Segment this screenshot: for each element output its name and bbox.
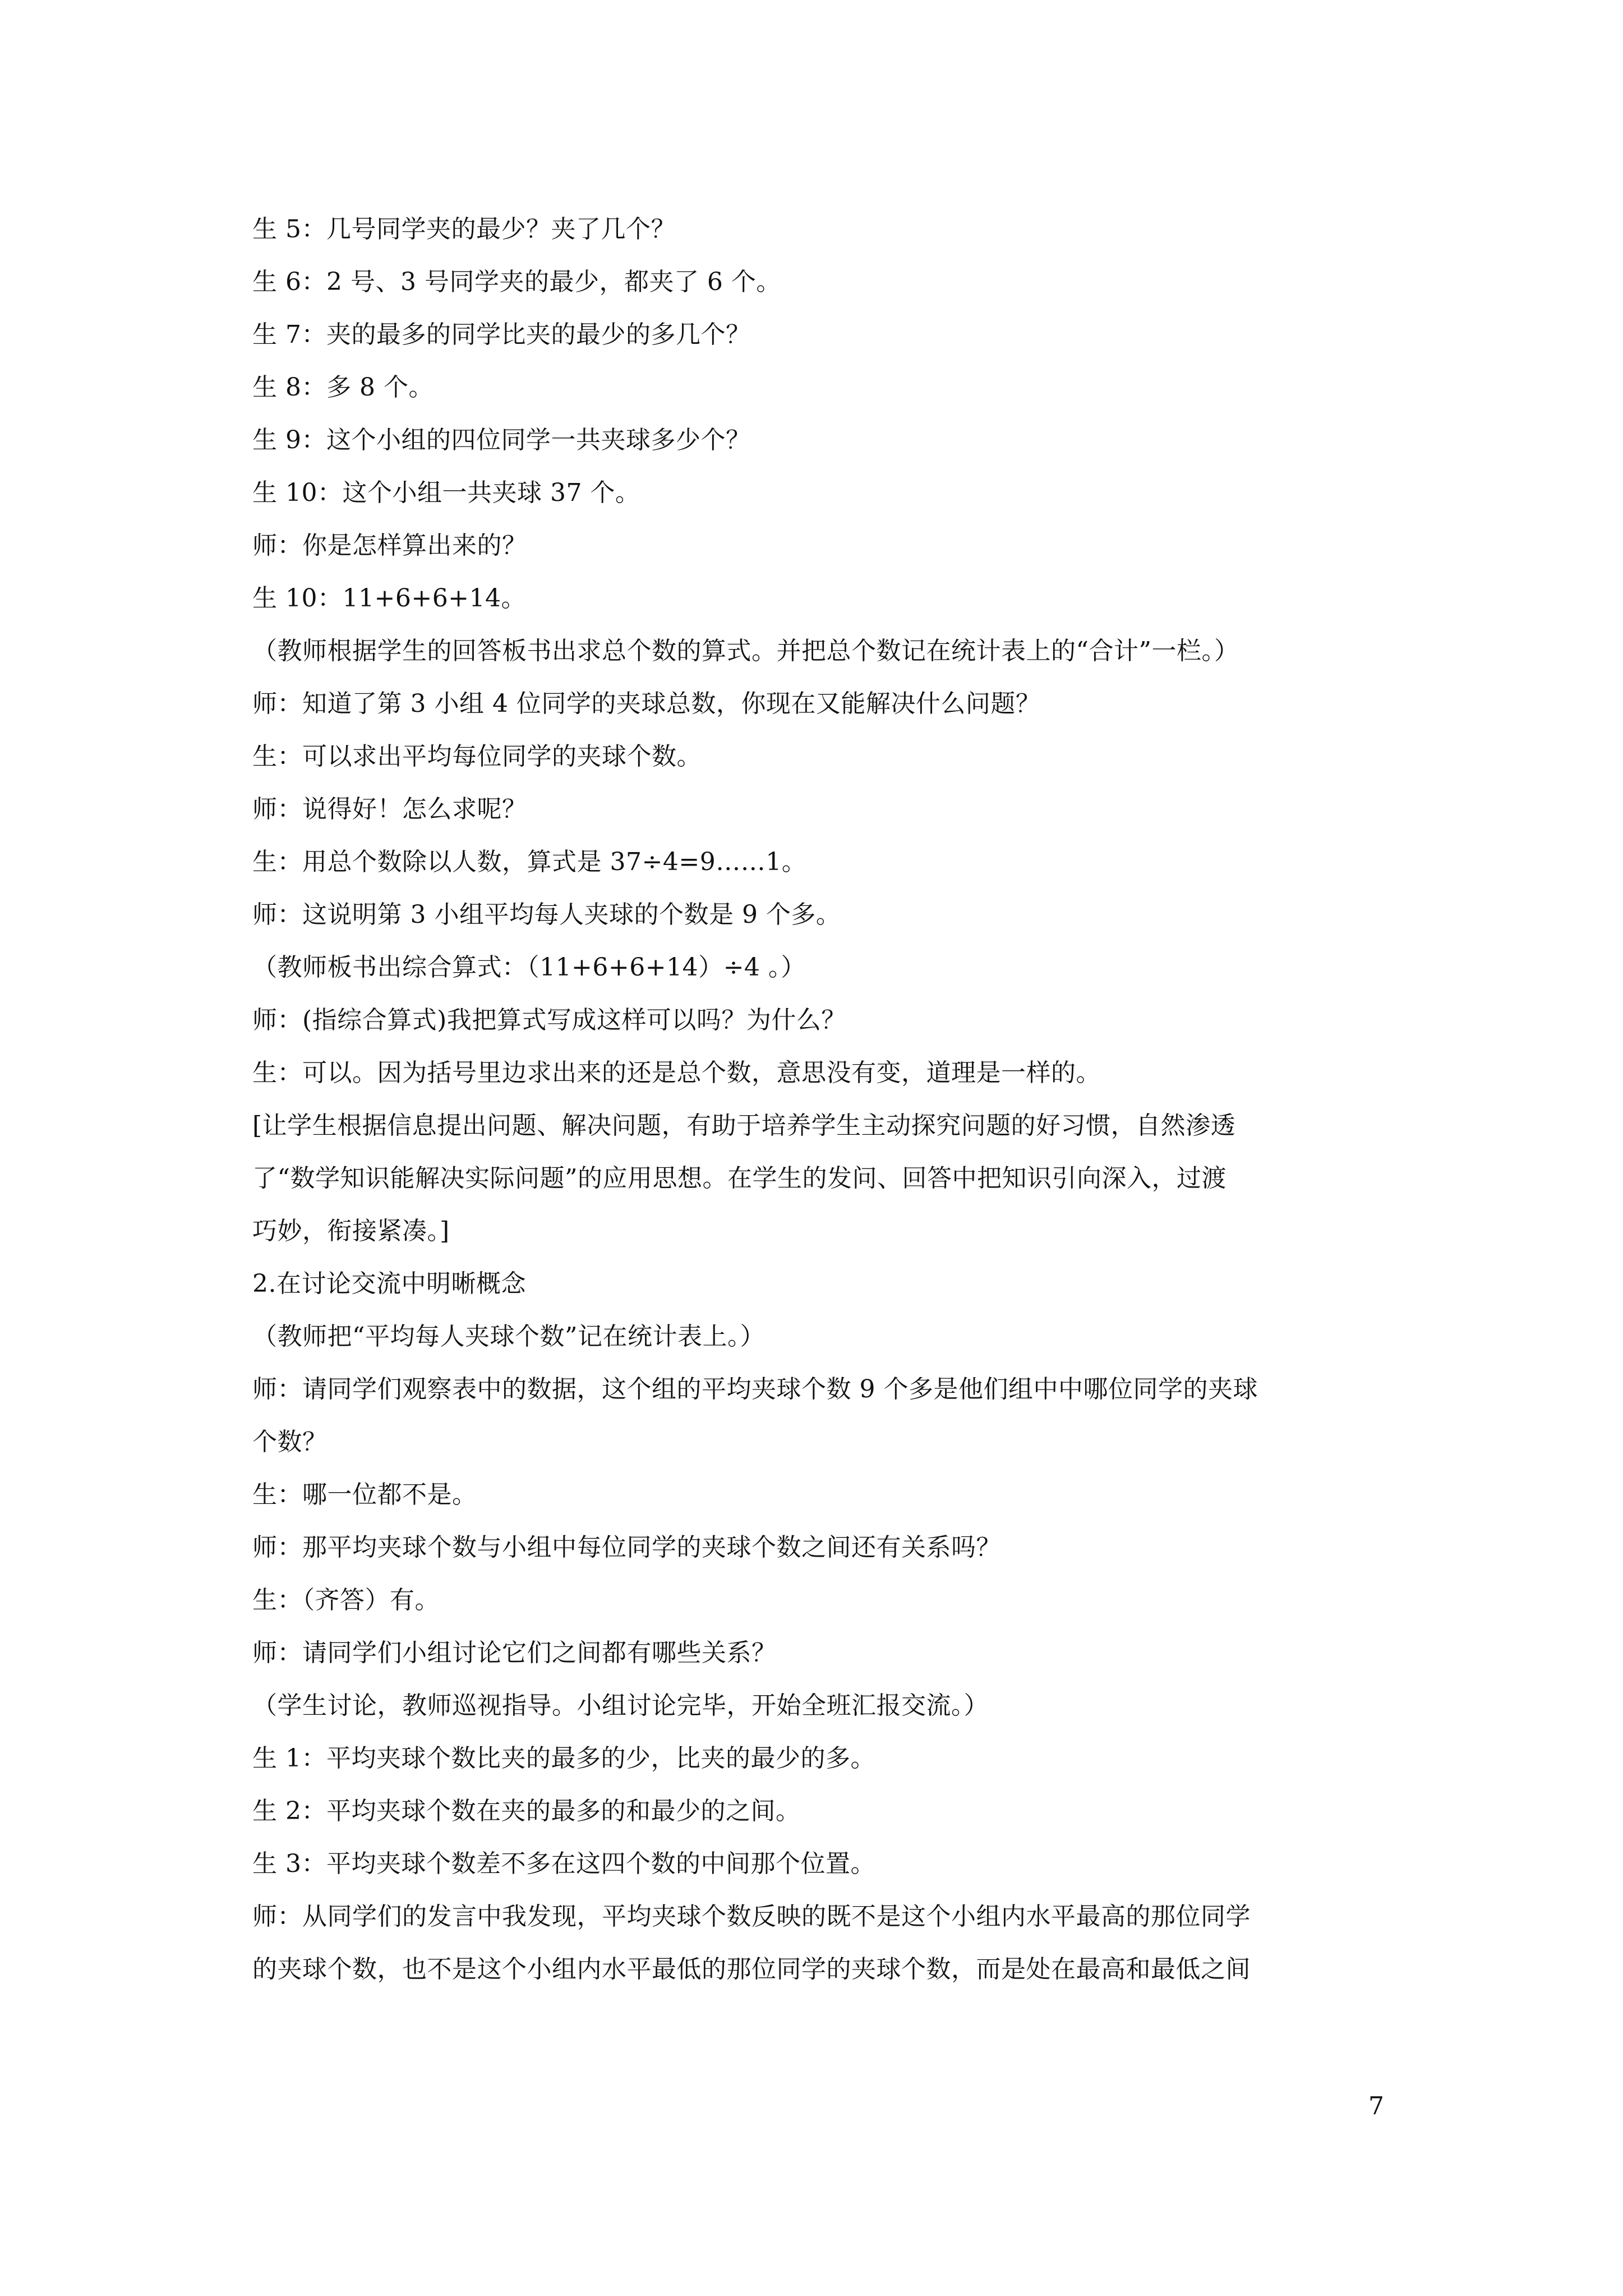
text-line: 生：用总个数除以人数，算式是 37÷4=9……1。 [252, 848, 807, 876]
text-line: 师：请同学们小组讨论它们之间都有哪些关系？ [252, 1639, 777, 1667]
section-heading: 2.在讨论交流中明晰概念 [252, 1269, 526, 1298]
text-line: 生：可以。因为括号里边求出来的还是总个数，意思没有变，道理是一样的。 [252, 1059, 1101, 1087]
text-line: 师：从同学们的发言中我发现，平均夹球个数反映的既不是这个小组内水平最高的那位同学 [252, 1902, 1251, 1931]
text-line: 生 2：平均夹球个数在夹的最多的和最少的之间。 [252, 1797, 801, 1825]
text-line: 师：知道了第 3 小组 4 位同学的夹球总数，你现在又能解决什么问题？ [252, 689, 1041, 718]
text-line: 生：（齐答）有。 [252, 1586, 440, 1614]
text-line: 师：你是怎样算出来的？ [252, 531, 527, 560]
text-line: 个数？ [252, 1428, 328, 1456]
text-line: 巧妙，衔接紧凑。] [252, 1217, 450, 1245]
text-line: 师：这说明第 3 小组平均每人夹球的个数是 9 个多。 [252, 900, 841, 929]
text-line: 生 5：几号同学夹的最少？夹了几个？ [252, 215, 676, 243]
text-line: 生 10：11+6+6+14。 [252, 584, 527, 613]
text-line: 生 1：平均夹球个数比夹的最多的少，比夹的最少的多。 [252, 1744, 875, 1773]
text-line: 了“数学知识能解决实际问题”的应用思想。在学生的发问、回答中把知识引向深入，过渡 [252, 1164, 1227, 1193]
text-line: 师：那平均夹球个数与小组中每位同学的夹球个数之间还有关系吗？ [252, 1533, 1001, 1562]
text-line: 师：说得好！怎么求呢？ [252, 795, 527, 823]
text-line: 生：可以求出平均每位同学的夹球个数。 [252, 742, 702, 771]
text-line: 师：(指综合算式)我把算式写成这样可以吗？为什么？ [252, 1006, 846, 1034]
text-line: 的夹球个数，也不是这个小组内水平最低的那位同学的夹球个数，而是处在最高和最低之间 [252, 1955, 1251, 1984]
text-line: （教师根据学生的回答板书出求总个数的算式。并把总个数记在统计表上的“合计”一栏。） [252, 637, 1239, 665]
text-line: 生 3：平均夹球个数差不多在这四个数的中间那个位置。 [252, 1849, 875, 1878]
text-line: 生 6：2 号、3 号同学夹的最少，都夹了 6 个。 [252, 268, 781, 296]
text-line: 生 9：这个小组的四位同学一共夹球多少个？ [252, 426, 751, 454]
text-line: 生 7：夹的最多的同学比夹的最少的多几个？ [252, 320, 751, 349]
text-line: 师：请同学们观察表中的数据，这个组的平均夹球个数 9 个多是他们组中中哪位同学的夹球 [252, 1375, 1258, 1404]
document-body [252, 203, 1402, 1996]
text-line: 生 10：这个小组一共夹球 37 个。 [252, 478, 640, 507]
page-number: 7 [1368, 2092, 1384, 2120]
text-line: 生：哪一位都不是。 [252, 1480, 477, 1509]
text-line: （教师把“平均每人夹球个数”记在统计表上。） [252, 1322, 765, 1351]
text-line: （学生讨论，教师巡视指导。小组讨论完毕，开始全班汇报交流。） [252, 1691, 989, 1720]
text-line: 生 8：多 8 个。 [252, 373, 434, 402]
text-line: [让学生根据信息提出问题、解决问题，有助于培养学生主动探究问题的好习惯，自然渗透 [252, 1111, 1236, 1140]
text-line: （教师板书出综合算式：（11+6+6+14）÷4 。） [252, 953, 806, 982]
